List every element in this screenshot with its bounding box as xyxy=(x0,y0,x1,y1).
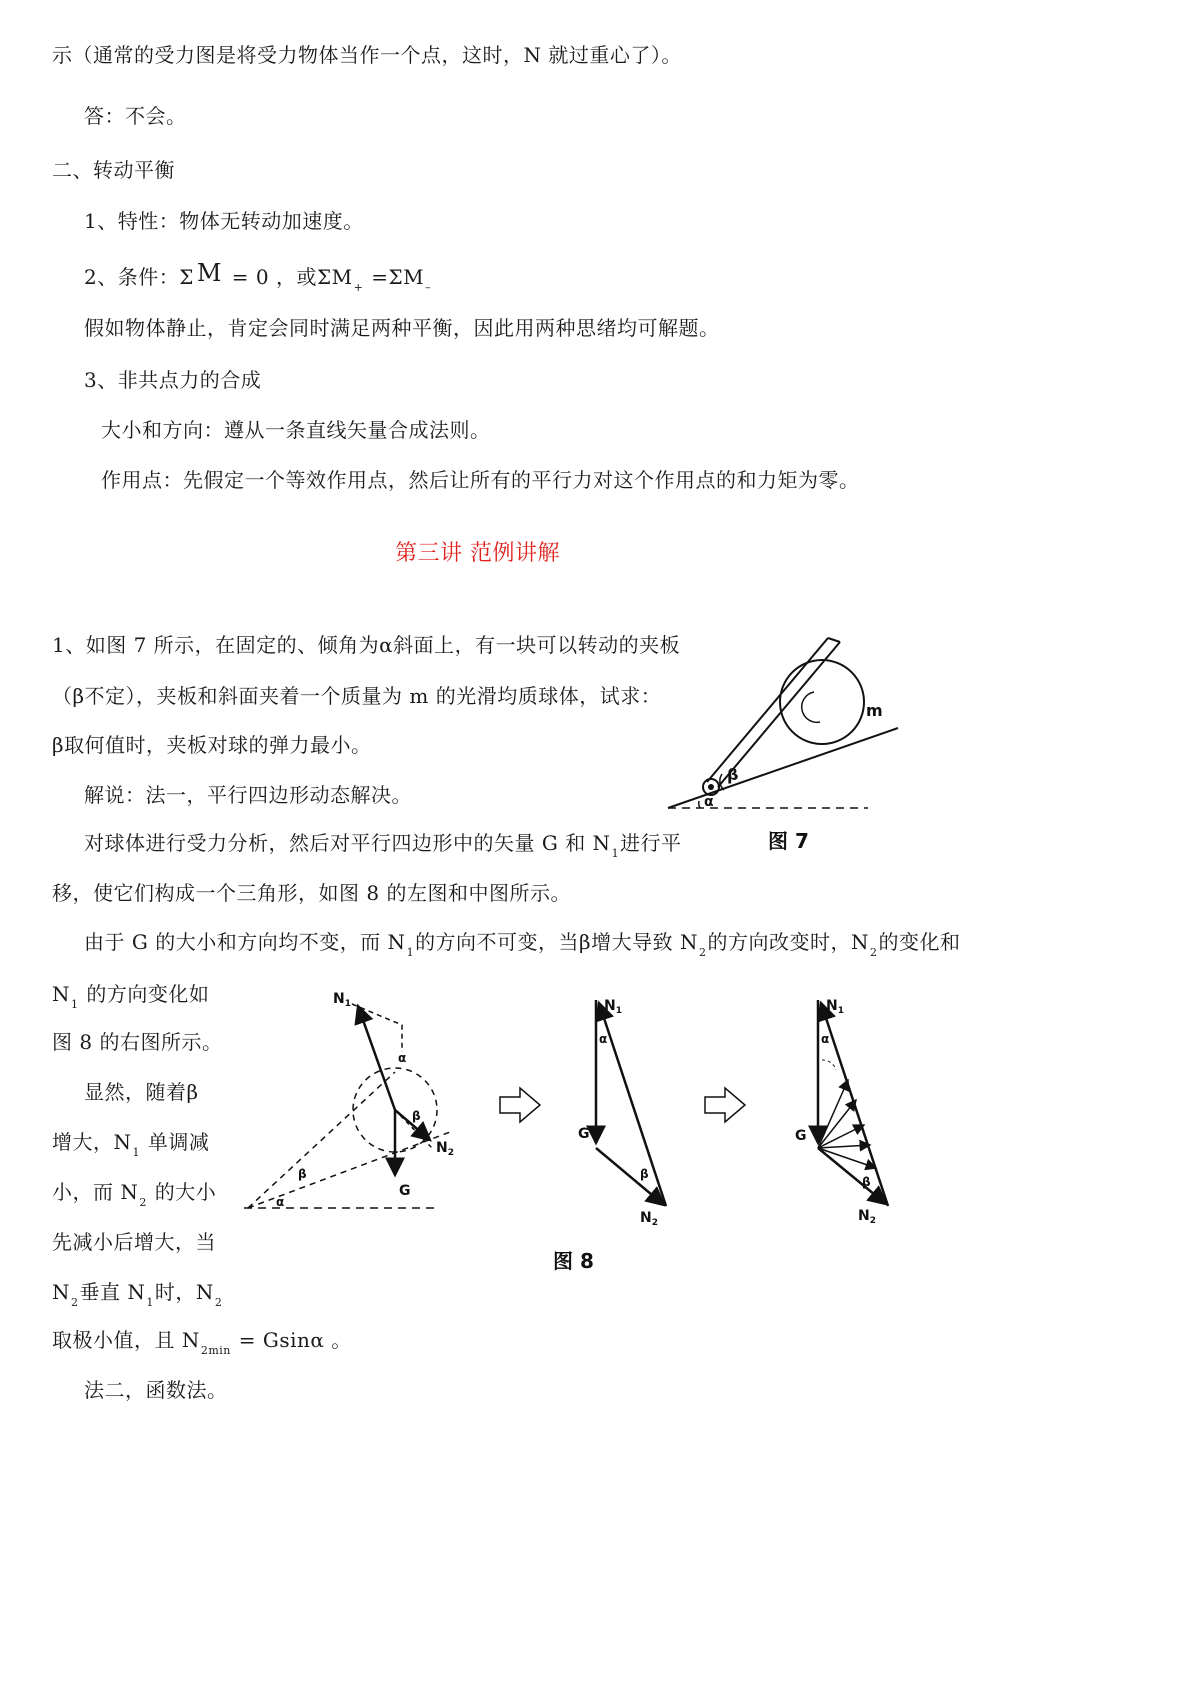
text-span: 的大小 xyxy=(147,1180,217,1204)
text-line: 大小和方向：遵从一条直线矢量合成法则。 xyxy=(101,418,491,442)
text-span: 由于 G 的大小和方向均不变，而 N xyxy=(84,930,406,954)
subscript: 1 xyxy=(132,1146,140,1159)
label-N1: $N_1$ xyxy=(333,991,351,1009)
text-line: （β不定），夹板和斜面夹着一个质量为 m 的光滑均质球体，试求： xyxy=(52,684,662,708)
text-span: 小，而 N xyxy=(52,1180,139,1204)
text-line xyxy=(84,831,682,859)
subscript: 2 xyxy=(139,1196,147,1209)
label-N1: $N_1$ xyxy=(826,998,844,1016)
subscript: 1 xyxy=(71,998,79,1011)
label-G: G xyxy=(578,1126,590,1142)
text-line: β取何值时，夹板对球的弹力最小。 xyxy=(52,733,372,757)
vector-N2-variant xyxy=(818,1080,848,1148)
text-line: 假如物体静止，肯定会同时满足两种平衡，因此用两种思绪均可解题。 xyxy=(84,316,720,340)
label-beta: β xyxy=(298,1167,307,1181)
figure-8-right-panel xyxy=(795,998,888,1226)
vector-N2 xyxy=(818,1148,886,1204)
text-line: 示（通常的受力图是将受力物体当作一个点，这时，N 就过重心了）。 xyxy=(52,43,682,67)
figure-8-caption: 图 8 xyxy=(553,1249,594,1273)
text-span: 的方向不可变，当β增大导致 N xyxy=(415,930,698,954)
text-line: 法二，函数法。 xyxy=(84,1378,228,1402)
text-span: = 0 ，或ΣM xyxy=(224,265,353,289)
vector-N2 xyxy=(596,1148,664,1205)
label-alpha: α xyxy=(821,1032,830,1046)
subscript: 1 xyxy=(406,946,415,959)
text-span: 的变化和 xyxy=(878,930,961,954)
text-span: 的方向变化如 xyxy=(79,982,210,1006)
label-beta: β xyxy=(862,1175,871,1189)
text-span: 增大，N xyxy=(52,1130,132,1154)
text-span: 单调减 xyxy=(141,1130,210,1154)
label-N2: $N_2$ xyxy=(640,1210,658,1228)
subscript: + xyxy=(353,281,364,294)
sphere xyxy=(780,660,864,744)
subscript: 2 xyxy=(698,946,707,959)
clamp-board-end xyxy=(828,638,840,642)
label-N2: $N_2$ xyxy=(436,1140,454,1158)
figure-8 xyxy=(238,985,918,1285)
text-line: 解说：法一，平行四边形动态解决。 xyxy=(84,783,412,807)
answer-line: 答：不会。 xyxy=(84,104,187,128)
vector-N2-variant xyxy=(818,1100,856,1148)
section-title: 第三讲 范例讲解 xyxy=(395,541,560,566)
label-beta: β xyxy=(412,1109,421,1123)
vector-N2-variant xyxy=(818,1125,864,1148)
label-alpha: α xyxy=(398,1051,407,1065)
text-line xyxy=(52,1180,216,1208)
heading-rotation-balance: 二、转动平衡 xyxy=(52,158,175,182)
figure-8-left-panel xyxy=(244,991,454,1209)
text-span: 2、条件：Σ xyxy=(84,265,194,289)
transform-arrow-icon xyxy=(500,1088,540,1122)
text-line: 1、如图 7 所示，在固定的、倾角为α斜面上，有一块可以转动的夹板 xyxy=(52,633,681,657)
text-line: 1、特性：物体无转动加速度。 xyxy=(84,209,364,233)
hinge-pin xyxy=(708,784,714,790)
text-line: 显然，随着β xyxy=(84,1080,199,1104)
condition-line xyxy=(84,259,432,294)
label-N1: $N_1$ xyxy=(604,998,622,1016)
text-span: 的方向改变时，N xyxy=(707,930,869,954)
text-span: 进行平 xyxy=(620,831,682,855)
subscript: – xyxy=(425,281,432,294)
vector-N1 xyxy=(358,1006,395,1110)
vector-N1 xyxy=(599,1003,666,1206)
subscript: 2 xyxy=(869,946,878,959)
text-span: 时，N xyxy=(154,1280,214,1304)
board-dashed-line xyxy=(248,1072,395,1208)
text-line xyxy=(52,1328,352,1356)
text-line xyxy=(52,982,209,1010)
text-span: 取极小值，且 N xyxy=(52,1328,200,1352)
label-N2: $N_2$ xyxy=(858,1208,876,1226)
label-alpha: α xyxy=(599,1032,608,1046)
sphere-shading xyxy=(802,692,820,722)
figure-8-middle-panel xyxy=(578,998,666,1228)
text-line: 先减小后增大，当 xyxy=(52,1230,216,1254)
transform-arrow-icon xyxy=(705,1088,745,1122)
label-beta: β xyxy=(640,1167,649,1181)
text-line: 移，使它们构成一个三角形，如图 8 的左图和中图所示。 xyxy=(52,881,571,905)
label-G: G xyxy=(795,1128,807,1144)
subscript: 2 xyxy=(71,1296,79,1309)
text-span: = Gsinα 。 xyxy=(231,1328,352,1352)
label-alpha: α xyxy=(276,1195,285,1209)
text-span: 垂直 N xyxy=(79,1280,146,1304)
subscript: 2min xyxy=(200,1344,231,1357)
label-G: G xyxy=(399,1183,411,1199)
text-span: =ΣM xyxy=(364,265,425,289)
alpha-label: α xyxy=(704,794,714,810)
subscript: 2 xyxy=(214,1296,223,1309)
figure-7 xyxy=(660,630,900,860)
subscript: 1 xyxy=(611,847,620,860)
text-span: 对球体进行受力分析，然后对平行四边形中的矢量 G 和 N xyxy=(84,831,611,855)
text-line xyxy=(52,1280,223,1308)
moment-symbol: M xyxy=(196,259,222,287)
text-line xyxy=(52,1130,209,1158)
angle-arc xyxy=(822,1060,836,1070)
vector-N2-variant xyxy=(818,1148,876,1168)
text-line xyxy=(84,930,960,958)
text-span: N xyxy=(52,1280,70,1304)
figure-7-caption: 图 7 xyxy=(768,829,809,853)
text-span: N xyxy=(52,982,70,1006)
incline-surface xyxy=(668,728,898,808)
beta-label: β xyxy=(727,765,739,784)
vector-N2-variant xyxy=(818,1145,870,1148)
text-line: 3、非共点力的合成 xyxy=(84,368,262,392)
subscript: 1 xyxy=(146,1296,154,1309)
alpha-arc xyxy=(699,801,700,808)
text-line: 作用点：先假定一个等效作用点，然后让所有的平行力对这个作用点的和力矩为零。 xyxy=(101,468,860,492)
mass-label: m xyxy=(866,701,883,720)
clamp-board-edge xyxy=(707,638,828,782)
vector-N1 xyxy=(821,1003,888,1206)
text-line: 图 8 的右图所示。 xyxy=(52,1030,223,1054)
